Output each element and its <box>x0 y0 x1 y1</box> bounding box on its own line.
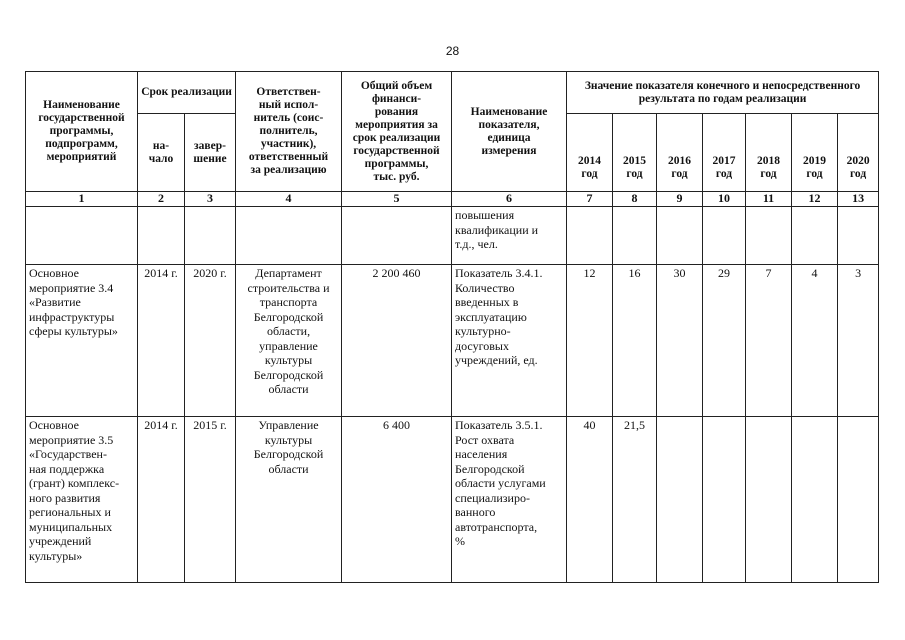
table-row <box>26 417 879 583</box>
index-cell: 5 <box>342 192 452 207</box>
cell-start: 2014 г. <box>138 265 185 417</box>
header-term-text: Срок реализации <box>141 86 232 98</box>
header-year <box>792 114 838 192</box>
cell-value: 40 <box>567 417 613 583</box>
cell-indicator: Показатель 3.5.1. Рост охвата населения Белгородской области услугами специализиро- ванного автотранспорта, % <box>452 417 567 583</box>
page-number: 28 <box>445 44 460 58</box>
header-finance <box>342 72 452 192</box>
header-term <box>138 72 236 114</box>
cell-responsible: Департамент строительства и транспорта Белгородской области, управление культуры Белгородской области <box>236 265 342 417</box>
cell-value <box>703 417 746 583</box>
cell-value <box>746 207 792 265</box>
header-indicator-text: Наименование показателя, единица измерения <box>470 105 548 157</box>
cell-value <box>657 207 703 265</box>
cell-end <box>185 207 236 265</box>
table-row <box>26 207 879 265</box>
cell-start <box>138 207 185 265</box>
header-responsible <box>236 72 342 192</box>
table-row <box>26 265 879 417</box>
header-responsible-text: Ответствен- ный испол- нитель (соис- полнитель, участник), ответственный за реализацию <box>248 86 329 176</box>
cell-indicator: Показатель 3.4.1. Количество введенных в эксплуатацию культурно- досуговых учреждений, ед. <box>452 265 567 417</box>
cell-name <box>26 207 138 265</box>
header-year <box>613 114 657 192</box>
index-cell: 12 <box>792 192 838 207</box>
index-cell: 11 <box>746 192 792 207</box>
cell-value <box>703 207 746 265</box>
header-year <box>657 114 703 192</box>
cell-end: 2020 г. <box>185 265 236 417</box>
header-finance-text: Общий объем финанси- рования мероприятия за срок реализации государственной программы, тыс. руб. <box>352 79 441 183</box>
cell-name: Основное мероприятие 3.5 «Государствен- ная поддержка (грант) комплекс- ного развития региональных и муниципальных учреждений культуры» <box>26 417 138 583</box>
header-name-text: Наименование государственной программы, подпрограмм, мероприятий <box>38 99 125 163</box>
cell-end: 2015 г. <box>185 417 236 583</box>
header-start-text: на- чало <box>148 139 174 165</box>
program-table <box>25 71 879 583</box>
header-year-text: 2020 год <box>846 155 870 180</box>
index-cell: 9 <box>657 192 703 207</box>
cell-finance <box>342 207 452 265</box>
header-name <box>26 72 138 192</box>
cell-finance: 2 200 460 <box>342 265 452 417</box>
cell-value <box>792 417 838 583</box>
cell-value <box>613 207 657 265</box>
header-indicator <box>452 72 567 192</box>
header-year <box>567 114 613 192</box>
cell-value <box>746 417 792 583</box>
cell-value <box>838 417 879 583</box>
header-year-text: 2019 год <box>803 155 827 180</box>
index-cell: 3 <box>185 192 236 207</box>
cell-value: 7 <box>746 265 792 417</box>
cell-start: 2014 г. <box>138 417 185 583</box>
header-year-text: 2016 год <box>668 155 692 180</box>
cell-value <box>792 207 838 265</box>
cell-value <box>657 417 703 583</box>
header-end <box>185 114 236 192</box>
header-values-text: Значение показателя конечного и непосредственного результата по годам реализации <box>584 79 861 105</box>
header-end-text: завер- шение <box>193 139 227 165</box>
header-values <box>567 72 879 114</box>
header-year <box>838 114 879 192</box>
index-cell: 10 <box>703 192 746 207</box>
cell-value <box>567 207 613 265</box>
index-cell: 6 <box>452 192 567 207</box>
cell-responsible: Управление культуры Белгородской области <box>236 417 342 583</box>
cell-value: 4 <box>792 265 838 417</box>
header-year <box>746 114 792 192</box>
cell-value <box>838 207 879 265</box>
cell-finance: 6 400 <box>342 417 452 583</box>
header-year-text: 2014 год <box>578 155 602 180</box>
header-year-text: 2015 год <box>623 155 647 180</box>
index-cell: 8 <box>613 192 657 207</box>
cell-indicator: повышения квалификации и т.д., чел. <box>452 207 567 265</box>
cell-value: 3 <box>838 265 879 417</box>
cell-value: 16 <box>613 265 657 417</box>
header-year-text: 2017 год <box>712 155 736 180</box>
index-cell: 1 <box>26 192 138 207</box>
cell-value: 21,5 <box>613 417 657 583</box>
index-cell: 7 <box>567 192 613 207</box>
header-year-text: 2018 год <box>757 155 781 180</box>
header-start <box>138 114 185 192</box>
header-year <box>703 114 746 192</box>
cell-value: 12 <box>567 265 613 417</box>
cell-name: Основное мероприятие 3.4 «Развитие инфраструктуры сферы культуры» <box>26 265 138 417</box>
index-cell: 2 <box>138 192 185 207</box>
index-cell: 13 <box>838 192 879 207</box>
cell-value: 30 <box>657 265 703 417</box>
index-row <box>26 192 879 207</box>
index-cell: 4 <box>236 192 342 207</box>
cell-value: 29 <box>703 265 746 417</box>
cell-responsible <box>236 207 342 265</box>
